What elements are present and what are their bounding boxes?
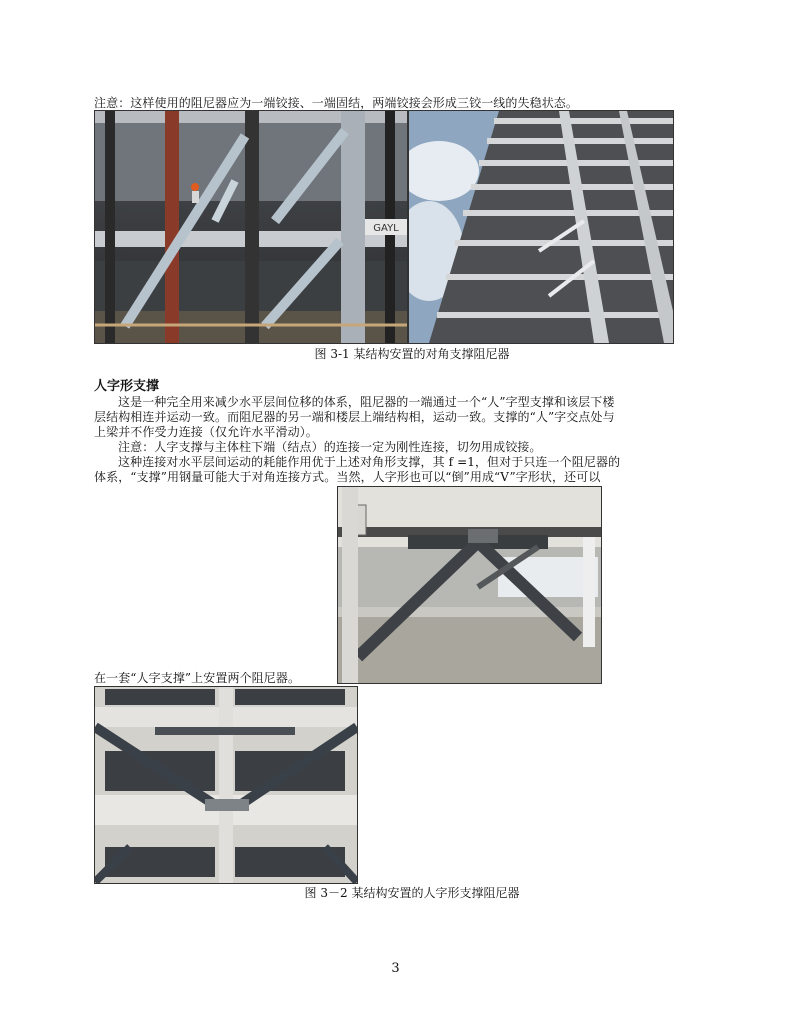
section-heading: 人字形支撑: [94, 379, 160, 394]
top-note: 注意：这样使用的阻尼器应为一端铰接、一端固结，两端铰接会形成三铰一线的失稳状态。: [94, 96, 579, 110]
paragraph-line: 这种连接对水平层间运动的耗能作用优于上述对角形支撑，其 f =1，但对于只连一个阻尼器的: [118, 455, 621, 469]
paragraph-line: 上梁并不作受力连接（仅允许水平滑动）。: [94, 425, 318, 439]
chevron-brace-photo-facade: [94, 686, 358, 884]
diagonal-brace-photo-right: [408, 110, 674, 344]
paragraph-line: 体系，“支撑”用钢量可能大于对角连接方式。当然，人字形也可以“倒”用成“V”字形状，还可以: [94, 470, 601, 484]
paragraph-line: 层结构相连并运动一致。而阻尼器的另一端和楼层上端结构相，运动一致。支撑的“人”字交点处与: [94, 410, 615, 424]
chevron-brace-photo-interior: [337, 486, 602, 684]
diagonal-brace-photo-left: [94, 110, 408, 344]
page-number: 3: [391, 961, 400, 976]
paragraph-line: 这是一种完全用来减少水平层间位移的体系，阻尼器的一端通过一个“人”字型支撑和该层下楼: [118, 395, 615, 409]
paragraph-line: 在一套“人字支撑”上安置两个阻尼器。: [94, 671, 301, 685]
figure-caption: 图 3－2 某结构安置的人字形支撑阻尼器: [304, 886, 520, 900]
figure-caption: 图 3-1 某结构安置的对角支撑阻尼器: [314, 347, 510, 361]
paragraph-line: 注意：人字支撑与主体柱下端（结点）的连接一定为刚性连接，切勿用成铰接。: [118, 440, 542, 454]
banner-text: GAYL: [373, 223, 399, 234]
